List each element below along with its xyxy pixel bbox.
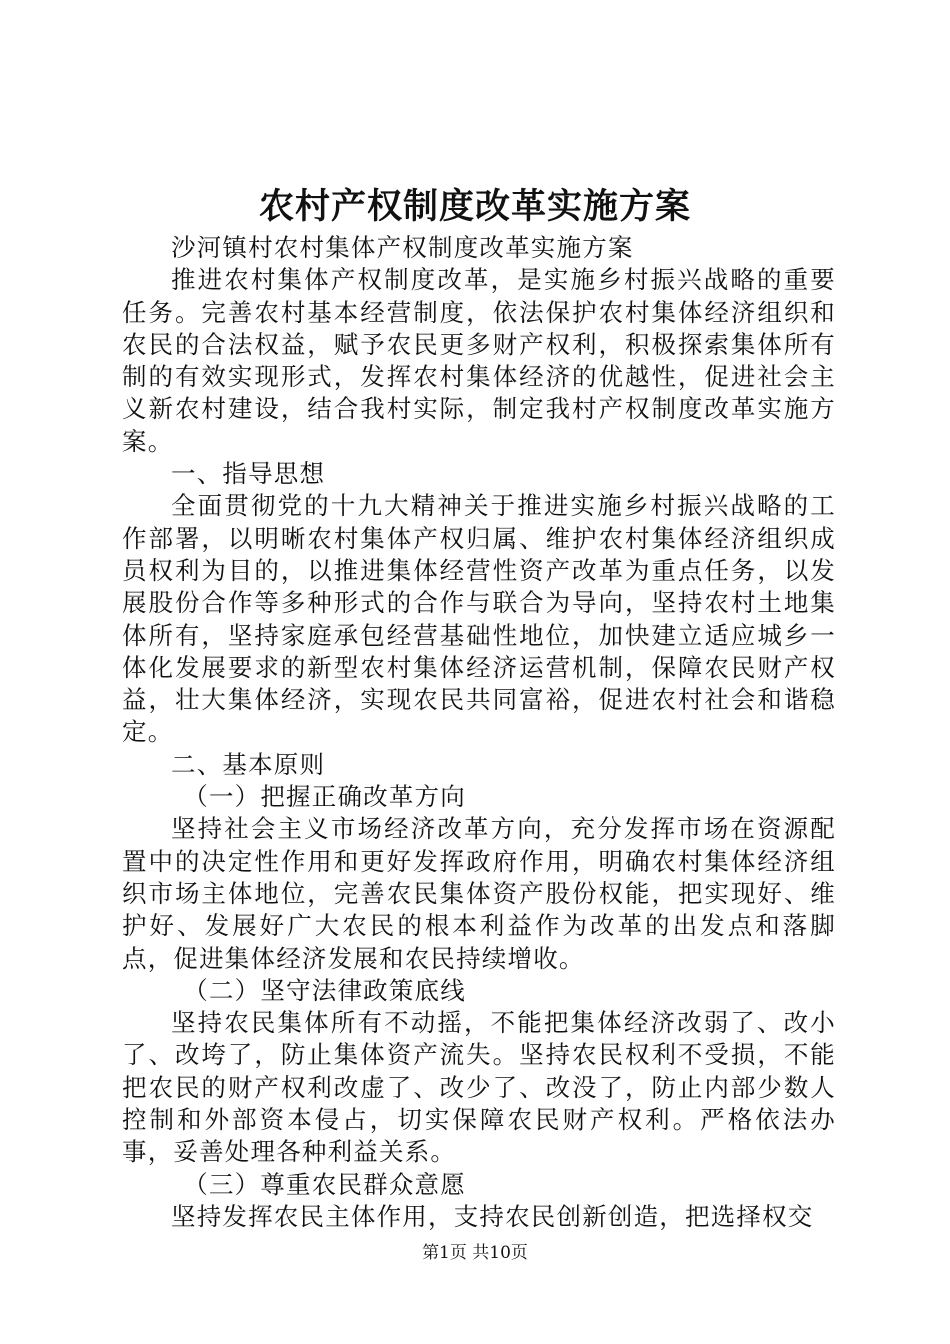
paragraph-principle-3: 坚持发挥农民主体作用，支持农民创新创造，把选择权交 bbox=[171, 1201, 814, 1231]
subheading-principle-3: （三）尊重农民群众意愿 bbox=[183, 1169, 466, 1199]
document-body bbox=[122, 232, 836, 1233]
paragraph-subtitle: 沙河镇村农村集体产权制度改革实施方案 bbox=[171, 233, 634, 262]
subheading-principle-1: （一）把握正确改革方向 bbox=[183, 782, 466, 812]
subheading-principle-2: （二）坚守法律政策底线 bbox=[183, 975, 466, 1005]
section-heading-basic-principles: 二、基本原则 bbox=[171, 749, 326, 779]
section-heading-guiding-ideology: 一、指导思想 bbox=[171, 459, 326, 489]
page-number: 第1页 共10页 bbox=[422, 1243, 528, 1263]
document-title: 农村产权制度改革实施方案 bbox=[258, 186, 691, 227]
paragraph-principle-1: 坚持社会主义市场经济改革方向，充分发挥市场在资源配置中的决定性作用和更好发挥政府作用，明确农村集体经济组织市场主体地位，完善农民集体资产股份权能，把实现好、维护好、发展好广大农民的根本利益作为改革的出发点和落脚点，促进集体经济发展和农民持续增收。 bbox=[122, 814, 836, 973]
paragraph-intro: 推进农村集体产权制度改革，是实施乡村振兴战略的重要任务。完善农村基本经营制度，依法保护农村集体经济组织和农民的合法权益，赋予农民更多财产权利，积极探索集体所有制的有效实现形式，发挥农村集体经济的优越性，促进社会主义新农村建设，结合我村实际，制定我村产权制度改革实施方案。 bbox=[122, 265, 836, 456]
paragraph-principle-2: 坚持农民集体所有不动摇，不能把集体经济改弱了、改小了、改垮了，防止集体资产流失。坚持农民权利不受损，不能把农民的财产权利改虚了、改少了、改没了，防止内部少数人控制和外部资本侵占，切实保障农民财产权利。严格依法办事，妥善处理各种利益关系。 bbox=[122, 1008, 836, 1167]
paragraph-guiding-ideology: 全面贯彻党的十九大精神关于推进实施乡村振兴战略的工作部署，以明晰农村集体产权归属、维护农村集体经济组织成员权利为目的，以推进集体经营性资产改革为重点任务，以发展股份合作等多种形式的合作与联合为导向，坚持农村土地集体所有，坚持家庭承包经营基础性地位，加快建立适应城乡一体化发展要求的新型农村集体经济运营机制，保障农民财产权益，壮大集体经济，实现农民共同富裕，促进农村社会和谐稳定。 bbox=[122, 491, 836, 747]
